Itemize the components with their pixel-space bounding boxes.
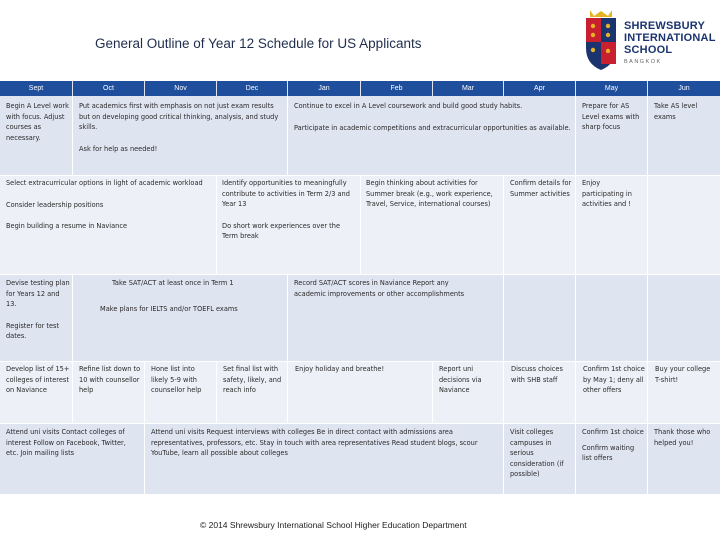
cell-research-may: Confirm 1st choice Confirm waiting list offers: [582, 428, 644, 463]
school-name: SHREWSBURY INTERNATIONAL SCHOOL: [624, 20, 716, 56]
cell-academics-sept: Begin A Level work with focus. Adjust courses as necessary.: [6, 102, 69, 142]
schedule-table: [0, 81, 720, 494]
month-header: Jan: [288, 81, 360, 96]
cell-activities-may: Enjoy participating in activities and !: [582, 179, 632, 209]
cell-testing-sept: Devise testing plan for Years 12 and 13. Register for test dates.: [6, 279, 70, 341]
school-logo: [582, 8, 716, 74]
page-title: General Outline of Year 12 Schedule for US Applicants: [95, 36, 422, 51]
cell-list-dec: Set final list with safety, likely, and reach info: [223, 365, 282, 395]
month-header: Mar: [433, 81, 503, 96]
month-header: Dec: [217, 81, 287, 96]
month-header: Oct: [73, 81, 144, 96]
cell-research-sept-oct: Attend uni visits Contact colleges of interest Follow on Facebook, Twitter, etc. Join mailing lists: [6, 428, 126, 458]
cell-list-jan: Enjoy holiday and breathe!: [295, 365, 385, 373]
cell-list-sept: Develop list of 15+ colleges of interest on Naviance: [6, 365, 70, 395]
cell-activities-jan-feb: Identify opportunities to meaningfully contribute to activities in Term 2/3 and Year 13 Do short work experiences over the Term break: [222, 179, 350, 241]
month-header: Jun: [648, 81, 720, 96]
cell-list-jun: Buy your college T-shirt!: [655, 365, 711, 384]
cell-testing-jan-mar: Record SAT/ACT scores in Naviance Report any academic improvements or other accomplishments: [294, 279, 465, 298]
cell-list-apr: Discuss choices with SHB staff: [511, 365, 563, 384]
month-header: Feb: [361, 81, 432, 96]
cell-list-may: Confirm 1st choice by May 1; deny all other offers: [583, 365, 645, 395]
cell-academics-jun: Take AS level exams: [654, 102, 698, 121]
cell-research-jun: Thank those who helped you!: [654, 428, 711, 447]
cell-list-mar: Report uni decisions via Naviance: [439, 365, 482, 395]
month-header: May: [576, 81, 647, 96]
cell-list-oct: Refine list down to 10 with counsellor help: [79, 365, 141, 395]
copyright-footer: © 2014 Shrewsbury International School Higher Education Department: [200, 520, 467, 530]
month-header: Apr: [504, 81, 575, 96]
school-crest-icon: [582, 8, 620, 72]
cell-research-apr: Visit colleges campuses in serious consideration (if possible): [510, 428, 564, 479]
cell-academics-jan-apr: Continue to excel in A Level coursework and build good study habits. Participate in academic competitions and extracurricular opportunities as available.: [294, 102, 571, 132]
cell-activities-mar: Begin thinking about activities for Summer break (e.g., work experience, Travel, Service, international courses): [366, 179, 493, 209]
month-header: Nov: [145, 81, 216, 96]
cell-academics-may: Prepare for AS Level exams with sharp focus: [582, 102, 640, 132]
cell-activities-sept-dec: Select extracurricular options in light of academic workload Consider leadership positions Begin building a resume in Naviance: [6, 179, 203, 231]
school-location: BANGKOK: [624, 59, 662, 65]
cell-research-nov-mar: Attend uni visits Request interviews with colleges Be in direct contact with admissions area representatives, professors, etc. Stay in touch with area representatives Read student blogs, scour YouTube, learn all possible about colleges: [151, 428, 478, 458]
cell-testing-oct-dec: Take SAT/ACT at least once in Term 1 Make plans for IELTS and/or TOEFL exams: [100, 279, 238, 313]
cell-activities-apr: Confirm details for Summer activities: [510, 179, 572, 198]
cell-list-nov: Hone list into likely 5-9 with counsellor help: [151, 365, 202, 395]
month-header: Sept: [0, 81, 72, 96]
cell-academics-oct-dec: Put academics first with emphasis on not just exam results but on developing good critical thinking, analysis, and study skills. Ask for help as needed!: [79, 102, 279, 153]
